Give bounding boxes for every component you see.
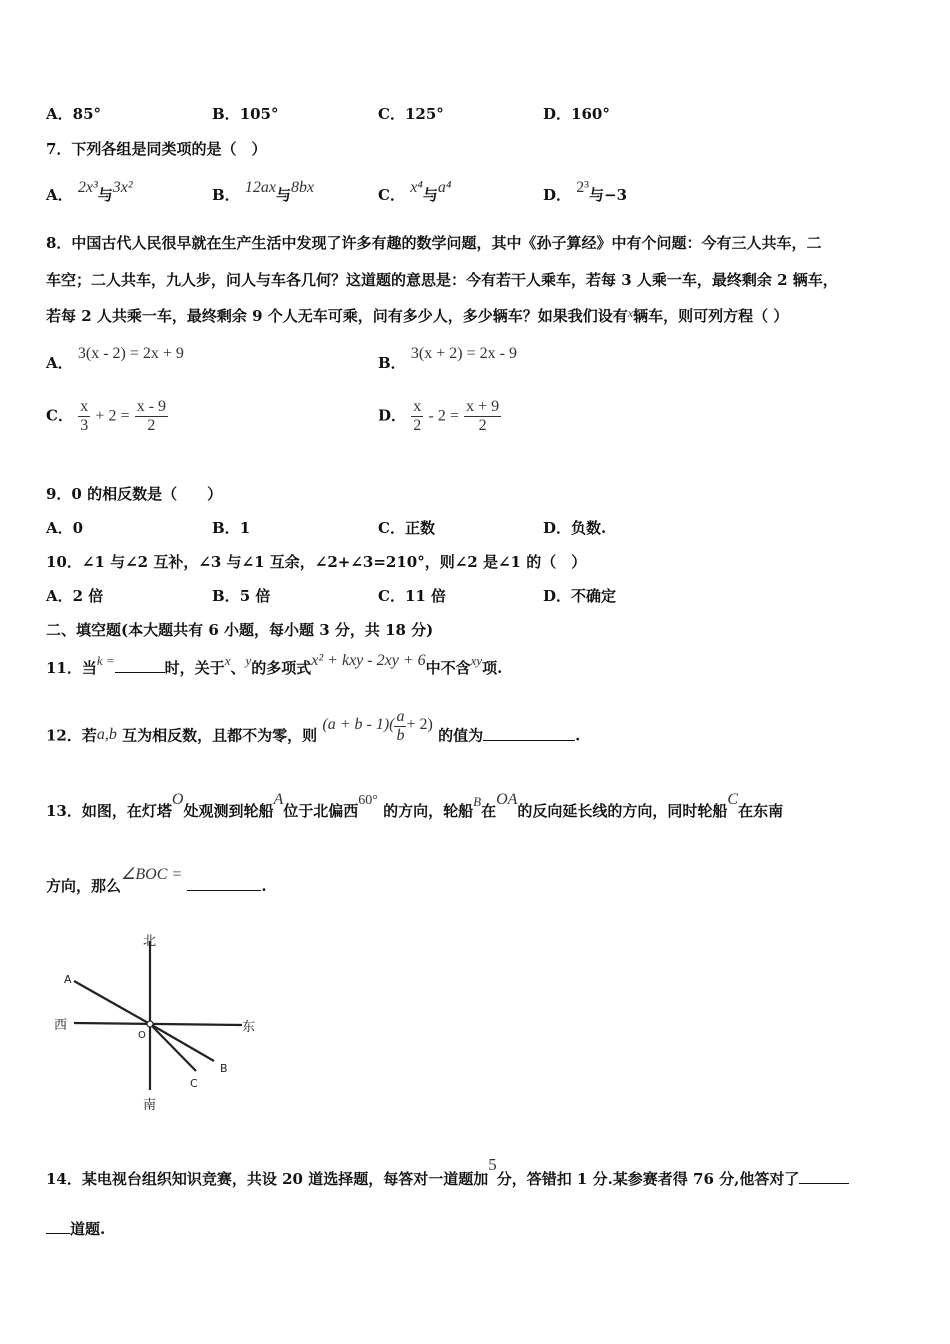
answer-blank[interactable] [799,1169,849,1184]
option-text: 不确定 [571,587,617,605]
connector-text: 与 [97,186,113,204]
math-var: A [273,791,284,808]
option-label: D． [543,186,572,204]
q9-option-c [378,517,435,538]
q13-line-1 [46,791,784,821]
q10-stem: 10．∠1 与∠2 互补，∠3 与∠1 互余，∠2+∠3=210°，则∠2 是∠1 的（ ） [46,553,587,571]
option-label: A． [46,186,73,204]
math-expr: + 2) [406,715,433,733]
stem-text: 互为相反数，且都不为零，则 [122,726,318,745]
math-expr: −3 [604,186,628,204]
west-east-axis [74,1023,242,1025]
q10-option-a [46,585,103,606]
north-label: 北 [143,934,157,949]
math-var: B [473,794,482,809]
answer-blank-continued[interactable] [46,1219,70,1234]
q7-option-d [543,179,628,205]
answer-blank[interactable] [483,726,575,741]
q6-option-c [378,103,444,124]
math-var: O [171,791,184,808]
option-text: 11 倍 [404,587,447,605]
fraction [464,398,501,435]
q6-option-a [46,103,101,124]
stem-text: 12．若 [46,726,97,745]
q7-option-c [378,179,452,205]
math-expr: 2x³ [77,179,98,196]
option-label: D． [378,406,407,425]
option-label: C． [378,519,405,537]
option-text: 105° [239,105,279,123]
denominator: 3 [80,417,89,434]
ray-oa [74,981,150,1024]
fraction [394,708,406,745]
point-c-label: C [190,1077,198,1090]
q7-option-a [46,179,133,205]
denominator: b [396,727,405,744]
option-text: 1 [239,519,251,537]
stem-text: 13．如图，在灯塔 [46,802,172,820]
option-text: 85° [72,105,102,123]
stem-text: 14．某电视台组织知识竞赛，共设 20 道选择题，每答对一道题加 [46,1170,489,1188]
option-label: B． [212,105,240,123]
stem-text: 的反向延长线的方向，同时轮船 [517,802,728,820]
option-text: 160° [571,105,610,123]
q8-stem-line-2: 车空；二人共车，九人步，问人与车各几何？这道题的意思是：今有若干人乘车，若每 3 人乘一车，最终剩余 2 辆车， [46,271,838,289]
numerator: x [80,398,89,415]
math-var: a,b [96,725,117,743]
option-label: C． [378,587,405,605]
math-expr: (a + b - 1)( [322,715,395,733]
math-expr: 8bx [291,179,315,196]
q8-option-a [46,345,184,373]
connector-text: 与 [422,186,438,204]
q7-option-b [212,179,315,205]
origin-point [147,1021,153,1027]
stem-text: 在 [481,802,497,820]
stem-text: 在东南 [738,802,784,820]
stem-text: 若每 2 人共乘一车，最终剩余 9 个人无车可乘，问有多少人，多少辆车？如果我们设有 [46,307,628,325]
q8-option-c [46,398,168,435]
q10-option-c [378,585,446,606]
math-expr: 60° [358,793,378,808]
stem-text: . [261,877,267,895]
math-expr: a⁴ [437,179,452,196]
q12 [46,708,581,755]
math-expr: k = [96,653,115,668]
math-expr: x⁴ [410,179,423,196]
math-var: x [224,653,231,668]
q6-option-b [212,103,279,124]
numerator: x [413,398,422,415]
q9-option-d [543,517,606,538]
stem-text: 道题. [70,1220,106,1238]
q10-option-b [212,585,270,606]
fraction [78,398,90,435]
compass-diagram [46,925,276,1115]
q10-option-d [543,585,616,606]
stem-text: . [575,726,581,745]
math-expr: + 2 = [95,407,130,425]
q11 [46,652,503,678]
stem-text: 中不含 [425,659,471,677]
math-expr: 2³ [576,179,590,196]
stem-text: 项. [482,659,503,677]
option-label: D． [543,587,572,605]
fraction [411,398,423,435]
stem-text: 位于北偏西 [283,802,359,820]
stem-text: 的值为 [438,726,484,745]
point-a-label: A [64,973,72,986]
origin-label: O [138,1030,146,1041]
q8-option-d [378,398,501,435]
section-title: 二、填空题(本大题共有 6 小题，每小题 3 分，共 18 分) [46,621,434,639]
connector-text: 与 [589,186,605,204]
stem-text: 的多项式 [251,659,312,677]
option-label: D． [543,519,572,537]
math-expr: 5 [488,1155,497,1174]
option-label: D． [543,105,572,123]
option-label: B． [212,186,240,204]
option-text: 5 倍 [239,587,271,605]
stem-text: 处观测到轮船 [183,802,274,820]
q14-line-1 [46,1155,849,1189]
compass-axes [74,941,242,1090]
q8-option-b [378,345,517,373]
q9-option-a [46,517,83,538]
math-var: xy [470,653,483,668]
stem-text: 11．当 [46,659,97,677]
option-label: B． [212,519,240,537]
q6-option-d [543,103,610,124]
option-text: 负数. [571,519,607,537]
stem-text: 方向，那么 [46,877,122,895]
q9-stem: 9．0 的相反数是（ ） [46,485,223,503]
stem-text: 辆车，则可列方程（ ） [633,307,789,325]
math-var: y [245,653,252,668]
math-var: C [727,791,739,808]
q13-line-2 [46,866,267,896]
q14-line-2 [46,1218,105,1239]
connector-text: 与 [276,186,292,204]
numerator: a [396,708,405,725]
stem-text: 分，答错扣 1 分.某参赛者得 76 分,他答对了 [496,1170,800,1188]
option-text: 2 倍 [72,587,104,605]
south-label: 南 [143,1098,157,1113]
math-expr: 12ax [244,179,277,196]
answer-blank[interactable] [115,658,165,673]
stem-text: 的方向，轮船 [383,802,474,820]
q9-option-b [212,517,250,538]
option-label: A． [46,105,73,123]
option-label: C． [378,186,405,204]
math-expr: x² + kxy - 2xy + 6 [311,652,426,669]
option-label: A． [46,354,73,372]
q8-stem-line-1: 8．中国古代人民很早就在生产生活中发现了许多有趣的数学问题，其中《孙子算经》中有个问题：今有三人共车，二 [46,234,822,252]
numerator: x - 9 [136,398,167,415]
math-expr: ∠BOC = [121,866,183,883]
option-text: 正数 [404,519,435,537]
denominator: 2 [478,417,487,434]
option-label: C． [46,406,73,425]
fraction [135,398,168,435]
point-b-label: B [220,1062,228,1075]
denominator: 2 [413,417,422,434]
q7-stem: 7．下列各组是同类项的是（ ） [46,140,267,158]
numerator: x + 9 [466,398,500,415]
math-expr: 3(x - 2) = 2x + 9 [77,345,184,362]
math-var: OA [496,791,518,808]
denominator: 2 [147,417,156,434]
option-label: B． [378,354,406,372]
math-expr: 3x² [112,179,133,196]
math-expr: 3(x + 2) = 2x - 9 [410,345,517,362]
answer-blank[interactable] [187,876,261,891]
option-label: C． [378,105,405,123]
stem-text: 、 [230,659,246,677]
q8-stem-line-3 [46,305,788,326]
west-label: 西 [54,1018,68,1033]
math-expr: - 2 = [428,407,459,425]
east-label: 东 [242,1020,256,1035]
option-text: 0 [72,519,84,537]
option-label: B． [212,587,240,605]
math-var: x [627,306,634,320]
stem-text: 时，关于 [164,659,225,677]
option-label: A． [46,519,73,537]
option-label: A． [46,587,73,605]
option-text: 125° [404,105,444,123]
